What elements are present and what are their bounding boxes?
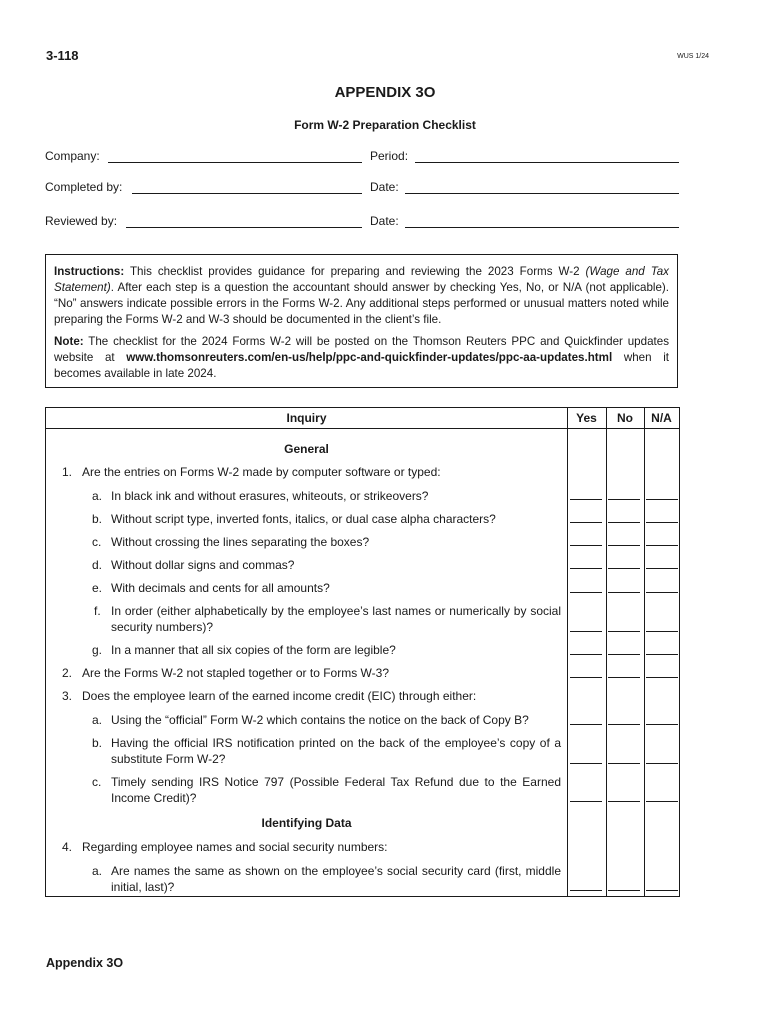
no-checkbox[interactable] [608, 763, 640, 764]
no-checkbox[interactable] [608, 568, 640, 569]
na-checkbox[interactable] [646, 763, 678, 764]
item-text: Are the entries on Forms W-2 made by computer software or typed: [82, 465, 441, 479]
note-url[interactable]: www.thomsonreuters.com/en-us/help/ppc-and-quickfinder-updates/ppc-aa-updates.html [126, 351, 613, 364]
date-field-1[interactable] [405, 193, 679, 194]
na-header: N/A [651, 411, 672, 425]
item-letter: c. [92, 775, 102, 789]
item-text: Without crossing the lines separating the boxes? [111, 535, 370, 549]
no-checkbox[interactable] [608, 724, 640, 725]
item-number: 2. [62, 666, 73, 680]
item-text: With decimals and cents for all amounts? [111, 581, 330, 595]
yes-checkbox[interactable] [570, 499, 602, 500]
item-text: In black ink and without erasures, whiteouts, or strikeovers? [111, 489, 429, 503]
instructions-text-a: This checklist provides guidance for preparing and reviewing the 2023 Forms W-2 [124, 265, 586, 278]
reviewed-by-label: Reviewed by: [45, 214, 118, 228]
no-checkbox[interactable] [608, 801, 640, 802]
na-checkbox[interactable] [646, 522, 678, 523]
yes-checkbox[interactable] [570, 631, 602, 632]
no-checkbox[interactable] [608, 677, 640, 678]
na-checkbox[interactable] [646, 592, 678, 593]
column-divider [644, 408, 645, 896]
column-divider [567, 408, 568, 896]
item-number: 3. [62, 689, 73, 703]
item-text: Having the official IRS notification printed on the back of the employee’s copy of a substitute Form W-2? [111, 736, 561, 766]
item-letter: d. [92, 558, 103, 572]
yes-checkbox[interactable] [570, 801, 602, 802]
item-text: In order (either alphabetically by the employee’s last names or numerically by social security numbers)? [111, 604, 561, 634]
item-letter: a. [92, 713, 103, 727]
no-checkbox[interactable] [608, 654, 640, 655]
item-text: Are names the same as shown on the employee’s social security card (first, middle initial, last)? [111, 864, 561, 894]
item-number: 4. [62, 840, 73, 854]
item-letter: g. [92, 643, 103, 657]
yes-checkbox[interactable] [570, 654, 602, 655]
form-title: Form W-2 Preparation Checklist [294, 118, 476, 132]
instructions-text-b: . After each step is a question the accountant should answer by checking Yes, No, or N/A (not applicable). “No” answers indicate possible errors in the Forms W-2. Any additional steps performed or unusual matters noted while preparing the Forms W-2 and W-3 should be documented in the client’s file. [54, 281, 669, 326]
note-text: The checklist for the 2024 Forms W-2 will be posted on the Thomson Reuters PPC and Quickfinder updates website at [54, 335, 669, 364]
item-text: Without script type, inverted fonts, italics, or dual case alpha characters? [111, 512, 496, 526]
instructions-paragraph [54, 264, 669, 328]
no-header: No [617, 411, 633, 425]
checklist-table [45, 407, 680, 897]
item-letter: e. [92, 581, 103, 595]
no-checkbox[interactable] [608, 522, 640, 523]
na-checkbox[interactable] [646, 499, 678, 500]
reviewed-by-field[interactable] [126, 227, 362, 228]
column-divider [606, 408, 607, 896]
yes-checkbox[interactable] [570, 763, 602, 764]
no-checkbox[interactable] [608, 499, 640, 500]
no-checkbox[interactable] [608, 592, 640, 593]
item-letter: a. [92, 489, 103, 503]
yes-checkbox[interactable] [570, 592, 602, 593]
date-label-2: Date: [370, 214, 399, 228]
completed-by-field[interactable] [132, 193, 362, 194]
na-checkbox[interactable] [646, 890, 678, 891]
item-letter: c. [92, 535, 102, 549]
na-checkbox[interactable] [646, 568, 678, 569]
na-checkbox[interactable] [646, 801, 678, 802]
yes-checkbox[interactable] [570, 522, 602, 523]
yes-header: Yes [576, 411, 597, 425]
item-text: Timely sending IRS Notice 797 (Possible Federal Tax Refund due to the Earned Income Credit)? [111, 775, 561, 805]
no-checkbox[interactable] [608, 890, 640, 891]
yes-checkbox[interactable] [570, 677, 602, 678]
company-field[interactable] [108, 162, 362, 163]
date-label-1: Date: [370, 180, 399, 194]
header-divider [46, 428, 679, 429]
instructions-label: Instructions: [54, 265, 125, 278]
period-field[interactable] [415, 162, 679, 163]
section-general: General [284, 442, 329, 456]
note-end: when it becomes available in late 2024. [54, 351, 669, 380]
document-code: WUS 1/24 [677, 53, 709, 60]
na-checkbox[interactable] [646, 631, 678, 632]
item-letter: b. [92, 736, 103, 750]
yes-checkbox[interactable] [570, 724, 602, 725]
completed-by-label: Completed by: [45, 180, 123, 194]
item-letter: f. [94, 604, 101, 618]
period-label: Period: [370, 149, 409, 163]
na-checkbox[interactable] [646, 654, 678, 655]
instructions-italic: (Wage and Tax Statement) [54, 265, 669, 294]
item-text: Regarding employee names and social security numbers: [82, 840, 388, 854]
note-paragraph [54, 334, 669, 382]
footer-label: Appendix 3O [46, 956, 124, 970]
note-label: Note: [54, 335, 84, 348]
item-letter: a. [92, 864, 103, 878]
item-number: 1. [62, 465, 73, 479]
na-checkbox[interactable] [646, 545, 678, 546]
yes-checkbox[interactable] [570, 568, 602, 569]
na-checkbox[interactable] [646, 677, 678, 678]
item-text: Without dollar signs and commas? [111, 558, 295, 572]
item-text: Using the “official” Form W-2 which contains the notice on the back of Copy B? [111, 713, 529, 727]
na-checkbox[interactable] [646, 724, 678, 725]
no-checkbox[interactable] [608, 631, 640, 632]
date-field-2[interactable] [405, 227, 679, 228]
no-checkbox[interactable] [608, 545, 640, 546]
inquiry-header: Inquiry [286, 411, 327, 425]
instructions-box [45, 254, 678, 388]
item-text: Does the employee learn of the earned income credit (EIC) through either: [82, 689, 477, 703]
company-label: Company: [45, 149, 100, 163]
page-number: 3-118 [46, 48, 79, 63]
item-text: In a manner that all six copies of the form are legible? [111, 643, 396, 657]
yes-checkbox[interactable] [570, 890, 602, 891]
yes-checkbox[interactable] [570, 545, 602, 546]
item-text: Are the Forms W-2 not stapled together or to Forms W-3? [82, 666, 390, 680]
item-letter: b. [92, 512, 103, 526]
section-identifying-data: Identifying Data [261, 816, 352, 830]
appendix-title: APPENDIX 3O [334, 84, 436, 101]
